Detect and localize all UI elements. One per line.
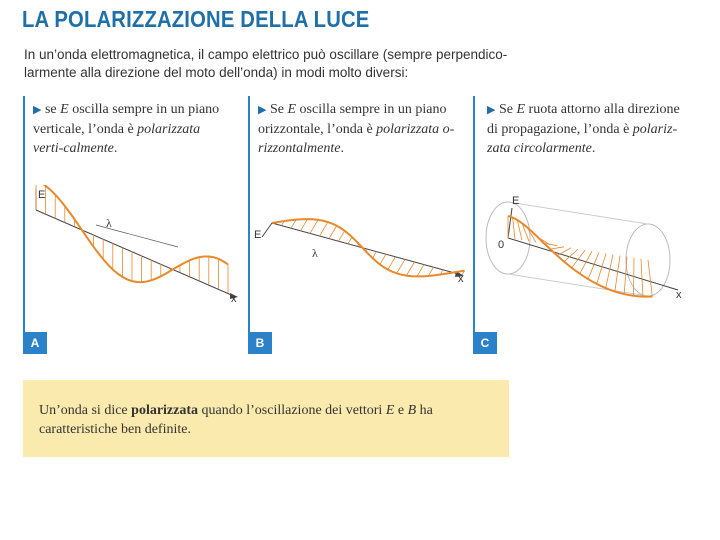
intro-line-2: larmente alla direzione del moto dell’onda) in modi molto diversi:	[24, 65, 409, 80]
field-vector-line	[557, 248, 571, 256]
panel-c-border	[473, 96, 475, 332]
field-vector-line	[406, 262, 414, 276]
field-vector-line	[417, 265, 424, 277]
cylinder-edge-bottom	[508, 274, 648, 296]
field-vector-line	[641, 259, 643, 297]
vector-e-symbol: E	[60, 102, 69, 117]
bullet-triangle-icon: ▶	[33, 104, 42, 116]
fig-c-axis-label: x	[676, 289, 682, 301]
propagation-axis	[36, 210, 236, 297]
panel-b-pre: Se	[269, 102, 284, 117]
panel-a-end: .	[113, 141, 118, 156]
field-vector-line	[339, 231, 345, 241]
panel-b-border	[248, 96, 250, 332]
panel-a-pre: se	[44, 102, 57, 117]
panel-c-text: ruota attorno alla direzione di propagazione, l’onda è	[487, 102, 680, 137]
panel-b-description	[258, 100, 458, 158]
vector-e-symbol: E	[287, 102, 297, 117]
bullet-triangle-icon: ▶	[487, 104, 496, 116]
fig-a-vector-label: E	[38, 189, 46, 201]
vector-b-symbol: B	[407, 403, 417, 418]
vector-axis	[262, 223, 272, 237]
field-vector-line	[388, 257, 396, 270]
definition-text	[39, 401, 479, 439]
panel-c-description	[487, 100, 687, 158]
intro-line-1: In un’onda elettromagnetica, il campo elettrico può oscillare (sempre perpendico-	[24, 47, 508, 62]
panel-c-label: C	[473, 332, 497, 354]
field-vector-line	[513, 218, 515, 240]
fig-b-lambda-label: λ	[312, 246, 318, 260]
circular-polarization-figure	[478, 190, 693, 310]
cylinder-edge-top	[508, 202, 648, 224]
intro-text	[24, 46, 524, 82]
field-vector-line	[397, 259, 405, 273]
field-vector-line	[348, 237, 352, 244]
panel-a-description	[33, 100, 233, 158]
def-mid: quando l’oscillazione dei vettori	[198, 403, 386, 418]
fig-c-origin-label: 0	[498, 239, 505, 251]
panel-b-emphasis: polarizzata o-rizzontalmente	[258, 122, 455, 156]
fig-b-axis-label: x	[458, 273, 464, 285]
field-vector-line	[329, 226, 337, 239]
panel-b-label: B	[248, 332, 272, 354]
def-and: e	[394, 403, 408, 418]
vertical-polarization-figure	[28, 185, 243, 305]
fig-b-vector-label: E	[254, 229, 262, 241]
field-vector-line	[380, 254, 386, 264]
definition-box	[23, 380, 509, 457]
def-bold: polarizzata	[131, 403, 199, 418]
field-vector-line	[320, 222, 328, 236]
panel-c-end: .	[591, 141, 596, 156]
panel-a-border	[23, 96, 25, 332]
panel-c-emphasis: polariz-zata circolarmente	[487, 122, 678, 156]
page-title: LA POLARIZZAZIONE DELLA LUCE	[22, 6, 370, 32]
def-pre: Un’onda si dice	[39, 403, 132, 418]
fig-c-vector-label: E	[512, 195, 520, 207]
panel-a-label: A	[23, 332, 47, 354]
field-vector-line	[597, 253, 606, 284]
field-vector-line	[550, 247, 564, 249]
fig-a-lambda-label: λ	[106, 216, 112, 230]
vector-axis	[508, 208, 512, 238]
fig-a-axis-label: x	[231, 293, 237, 305]
panel-b-end: .	[340, 141, 344, 156]
bullet-triangle-icon: ▶	[258, 104, 267, 116]
panel-a-text: oscilla sempre in un piano verticale, l’onda è	[33, 102, 220, 137]
panel-c-pre: Se	[498, 102, 513, 117]
field-vector-line	[648, 260, 652, 297]
field-vector-line	[310, 220, 318, 234]
panel-a-emphasis: polarizzata verti-calmente	[33, 122, 201, 156]
field-vector-line	[615, 256, 620, 292]
vector-e-symbol: E	[385, 403, 395, 418]
field-vector-line	[373, 252, 377, 259]
def-post: ha caratteristiche ben definite.	[39, 403, 433, 437]
field-vector-line	[301, 219, 308, 231]
horizontal-polarization-figure	[252, 205, 470, 290]
field-vector-line	[606, 255, 613, 289]
panel-b-text: oscilla sempre in un piano orizzontale, l’onda è	[258, 102, 447, 137]
vector-e-symbol: E	[516, 102, 526, 117]
